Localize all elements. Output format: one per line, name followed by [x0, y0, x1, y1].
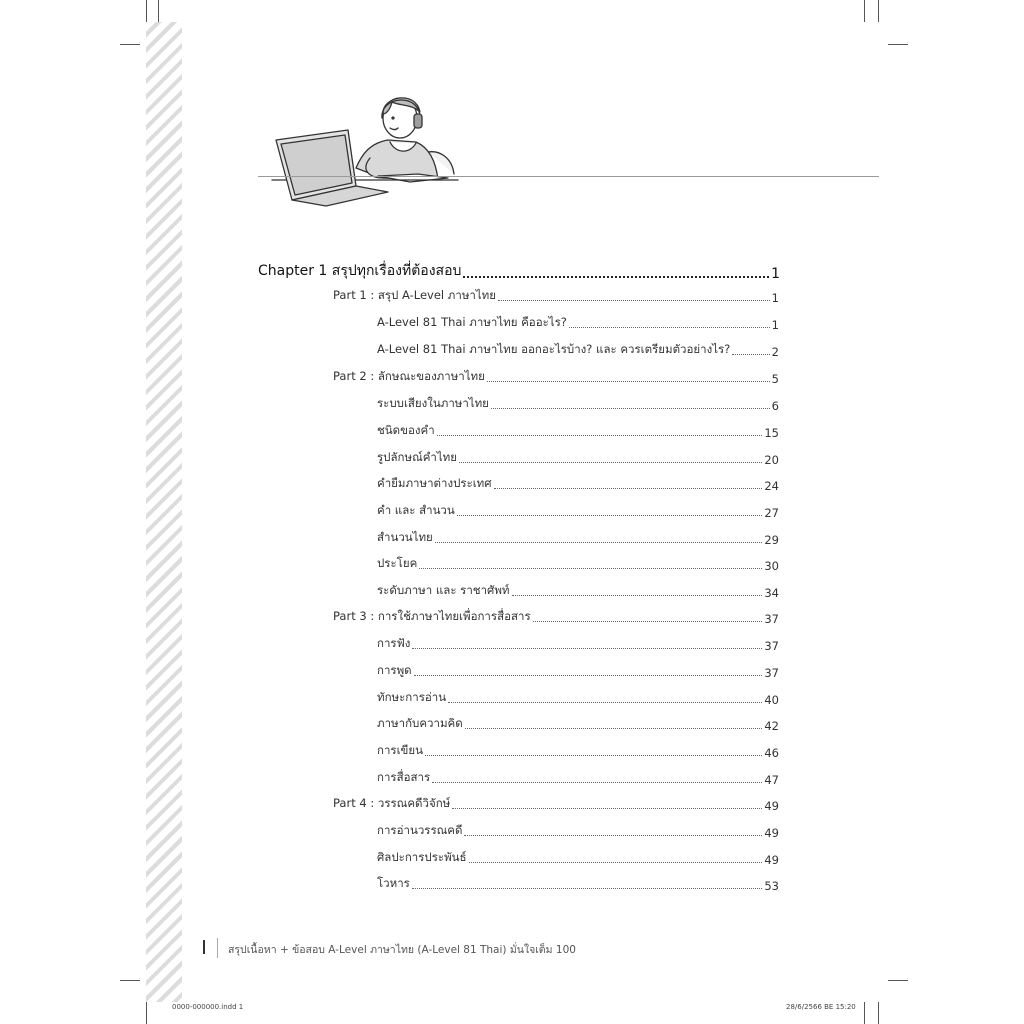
toc-entry-row[interactable]: [377, 877, 779, 893]
toc-page-number: 37: [764, 666, 779, 680]
toc-page-number: 29: [764, 533, 779, 547]
dot-leader: [452, 808, 762, 809]
crop-mark: [120, 980, 140, 981]
crop-mark: [146, 0, 147, 22]
toc-page-number: 37: [764, 639, 779, 653]
toc-entry-label: A-Level 81 Thai ภาษาไทย ออกอะไรบ้าง? และ ควรเตรียมตัวอย่างไร?: [377, 342, 731, 356]
dot-leader: [457, 515, 763, 516]
toc-entry-row[interactable]: [377, 424, 779, 440]
toc-page-number: 53: [764, 879, 779, 893]
toc-page-number: 24: [764, 479, 779, 493]
toc-entry-row[interactable]: [377, 637, 779, 653]
toc-entry-label: รูปลักษณ์คำไทย: [377, 450, 457, 464]
dot-leader: [419, 568, 762, 569]
toc-entry-label: A-Level 81 Thai ภาษาไทย คืออะไร?: [377, 315, 567, 329]
toc-entry-row[interactable]: [377, 771, 779, 787]
toc-page-number: 49: [764, 826, 779, 840]
toc-entry-row[interactable]: [377, 504, 779, 520]
toc-page-number: 6: [771, 399, 779, 413]
toc-entry-label: ระดับภาษา และ ราชาศัพท์: [377, 583, 510, 597]
dot-leader: [464, 835, 762, 836]
dot-leader: [437, 435, 763, 436]
chapter-page-number: 1: [771, 266, 780, 282]
toc-entry-row[interactable]: [377, 343, 779, 359]
toc-page-number: 49: [764, 799, 779, 813]
toc-entry-row[interactable]: [377, 584, 779, 600]
dot-leader: [732, 354, 769, 355]
toc-page-number: 1: [771, 318, 779, 332]
toc-page-number: 5: [771, 372, 779, 386]
dot-leader: [487, 381, 770, 382]
toc-entry-row[interactable]: [377, 451, 779, 467]
toc-page-number: 30: [764, 559, 779, 573]
slug-filename: 0000-000000.indd 1: [172, 1003, 244, 1011]
dot-leader: [412, 888, 763, 889]
toc-part-row[interactable]: [333, 289, 779, 305]
dot-leader: [412, 648, 762, 649]
slug-timestamp: 28/6/2566 BE 15:20: [786, 1003, 856, 1011]
header-rule: [258, 176, 879, 177]
toc-page-number: 1: [771, 291, 779, 305]
crop-mark: [878, 0, 879, 22]
toc-entry-label: สำนวนไทย: [377, 530, 433, 544]
toc-chapter-row[interactable]: [258, 262, 780, 282]
dot-leader: [448, 702, 762, 703]
toc-entry-label: การสื่อสาร: [377, 770, 431, 784]
crop-mark: [878, 1002, 879, 1024]
toc-entry-label: การพูด: [377, 663, 412, 677]
dot-leader: [463, 276, 769, 278]
footer-divider: [217, 938, 218, 958]
dot-leader: [465, 728, 763, 729]
toc-entry-label: Part 1 : สรุป A-Level ภาษาไทย: [333, 288, 496, 302]
toc-entry-label: ระบบเสียงในภาษาไทย: [377, 396, 489, 410]
dot-leader: [414, 675, 763, 676]
dot-leader: [425, 755, 762, 756]
toc-entry-row[interactable]: [377, 531, 779, 547]
decorative-stripe-band: [146, 22, 182, 1002]
dot-leader: [459, 462, 762, 463]
toc-part-row[interactable]: [333, 797, 779, 813]
toc-entry-row[interactable]: [377, 851, 779, 867]
dot-leader: [533, 621, 763, 622]
footer-book-title: สรุปเนื้อหา + ข้อสอบ A-Level ภาษาไทย (A-Level 81 Thai) มั่นใจเต็ม 100: [228, 944, 576, 956]
toc-entry-label: การฟัง: [377, 636, 411, 650]
toc-entry-label: คำยืมภาษาต่างประเทศ: [377, 476, 492, 490]
crop-mark: [120, 44, 140, 45]
toc-page-number: 49: [764, 853, 779, 867]
crop-mark: [864, 0, 865, 22]
toc-entry-label: ชนิดของคำ: [377, 423, 435, 437]
dot-leader: [569, 327, 770, 328]
chapter-title: Chapter 1 สรุปทุกเรื่องที่ต้องสอบ: [258, 263, 462, 279]
toc-entry-label: การเขียน: [377, 743, 423, 757]
crop-mark: [158, 0, 159, 22]
toc-entry-row[interactable]: [377, 477, 779, 493]
dot-leader: [494, 488, 763, 489]
crop-mark: [146, 1002, 147, 1024]
toc-entry-label: โวหาร: [377, 876, 410, 890]
toc-entry-row[interactable]: [377, 717, 779, 733]
toc-page-number: 2: [771, 345, 779, 359]
toc-entry-label: ประโยค: [377, 556, 418, 570]
toc-entry-label: การอ่านวรรณคดี: [377, 823, 463, 837]
toc-page-number: 46: [764, 746, 779, 760]
dot-leader: [498, 300, 770, 301]
crop-mark: [888, 44, 908, 45]
toc-page-number: 42: [764, 719, 779, 733]
toc-page-number: 37: [764, 612, 779, 626]
toc-page-number: 15: [764, 426, 779, 440]
toc-entry-row[interactable]: [377, 744, 779, 760]
toc-page-number: 40: [764, 693, 779, 707]
toc-entry-label: คำ และ สำนวน: [377, 503, 455, 517]
toc-part-row[interactable]: [333, 370, 779, 386]
student-laptop-illustration: [270, 88, 460, 208]
toc-page-number: 34: [764, 586, 779, 600]
toc-entry-label: Part 4 : วรรณคดีวิจักษ์: [333, 796, 451, 810]
page-number-marker: [203, 940, 205, 954]
toc-entry-label: ศิลปะการประพันธ์: [377, 850, 467, 864]
crop-mark: [888, 980, 908, 981]
toc-page-number: 27: [764, 506, 779, 520]
dot-leader: [432, 782, 762, 783]
toc-entry-label: ทักษะการอ่าน: [377, 690, 447, 704]
toc-entry-row[interactable]: [377, 664, 779, 680]
toc-entry-row[interactable]: [377, 557, 779, 573]
dot-leader: [435, 542, 763, 543]
toc-entry-row[interactable]: [377, 691, 779, 707]
dot-leader: [469, 862, 763, 863]
toc-entry-label: ภาษากับความคิด: [377, 716, 463, 730]
dot-leader: [512, 595, 763, 596]
toc-entry-row[interactable]: [377, 824, 779, 840]
toc-entry-label: Part 2 : ลักษณะของภาษาไทย: [333, 369, 485, 383]
toc-entry-label: Part 3 : การใช้ภาษาไทยเพื่อการสื่อสาร: [333, 609, 531, 623]
toc-part-row[interactable]: [333, 610, 779, 626]
toc-entry-row[interactable]: [377, 397, 779, 413]
toc-page-number: 47: [764, 773, 779, 787]
dot-leader: [491, 408, 770, 409]
crop-mark: [864, 1002, 865, 1024]
toc-entry-row[interactable]: [377, 316, 779, 332]
toc-page-number: 20: [764, 453, 779, 467]
